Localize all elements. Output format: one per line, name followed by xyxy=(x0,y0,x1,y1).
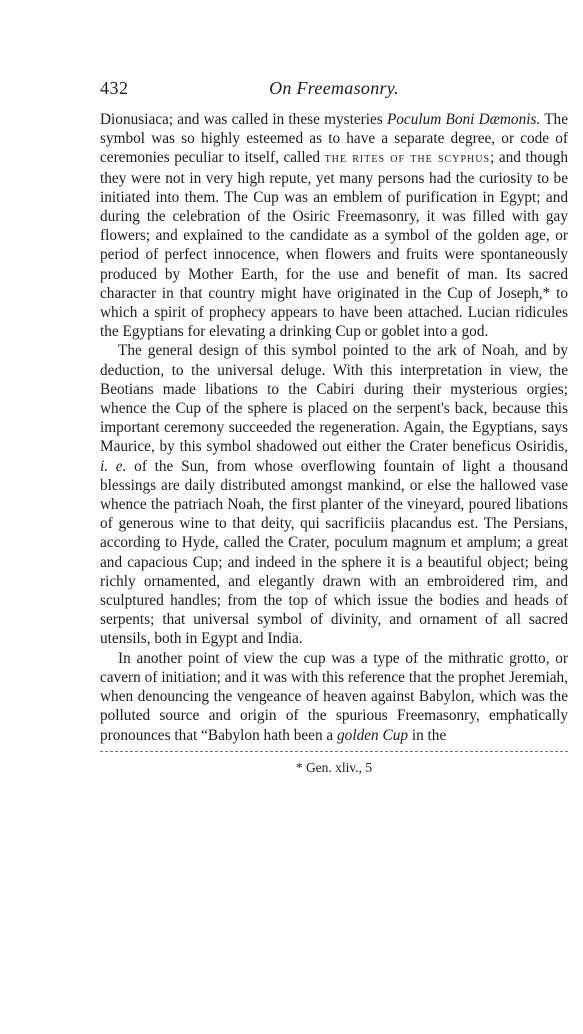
rites-of-scyphus: the rites of the scyphus xyxy=(324,151,491,167)
paragraph-2-text-b: of the Sun, from whose overflowing fountain of light a thousand blessings are daily distributed amongst mankind, or else the hallowed vase whence the patriach Noah, the first planter of the vineyard, poured libations of generous wine to that deity, qui sacrificiis placandus est. The Persians, according to Hyde, called the Crater, poculum magnum et amplum; a great and capacious Cup; and indeed in the sphere it is a beautiful object; being richly ornamented, and elegantly drawn with an embroidered rim, and sculptured handles; from the top of which issue the bodies and heads of serpents; that universal symbol of divinity, and ornament of all sacred utensils, both in Egypt and India. xyxy=(100,457,568,648)
poculum-boni-daemonis: Poculum Boni Dæmonis. xyxy=(386,111,541,128)
paragraph-1-text-b: The symbol was so highly esteemed as to have a separate degree, or code of ceremonies peculiar to itself, called xyxy=(100,111,568,167)
paragraph-3-text-a: In another point of view the cup was a type of the mithratic grotto, or cavern of initiation; and it was with this reference that the prophet Jeremiah, when denouncing the vengeance of heaven against Babylon, which was the polluted source and origin of the spurious Freemasonry, emphatically pronounces that “Babylon hath been a xyxy=(100,649,568,744)
paragraph-3 xyxy=(100,649,568,745)
running-title: On Freemasonry. xyxy=(269,78,399,98)
paragraph-3-text-b: in the xyxy=(408,726,447,744)
body-text xyxy=(100,110,568,745)
paragraph-2-text-a: The general design of this symbol pointed to the ark of Noah, and by deduction, to the universal deluge. With this interpretation in view, the Beotians made libations to the Cabiri during their mysterious orgies; whence the Cup of the sphere is placed on the serpent's back, because this important ceremony succeeded the regeneration. Again, the Egyptians, says Maurice, by this symbol shadowed out either the Crater beneficus Osiridis, xyxy=(100,342,568,456)
paragraph-2 xyxy=(100,341,568,648)
paragraph-1-text-a: Dionusiaca; and was called in these mysteries xyxy=(100,111,387,128)
page-number: 432 xyxy=(100,78,129,98)
footnote-divider xyxy=(100,751,568,752)
book-page xyxy=(100,78,568,776)
golden-cup: golden Cup xyxy=(337,726,408,744)
footnote: * Gen. xliv., 5 xyxy=(295,759,373,775)
id-est: i. e. xyxy=(100,457,127,475)
paragraph-1 xyxy=(100,110,568,341)
page-header xyxy=(100,78,568,104)
paragraph-1-text-c: ; and though they were not in very high repute, yet many persons had the curiosity to be initiated into them. The Cup was an emblem of purification in Egypt; and during the celebration of the Osiric Freemasonry, it was filled with gay flowers; and explained to the candidate as a symbol of the golden age, or period of perfect innocence, when flowers and fruits were spontaneously produced by Mother Earth, for the use and benefit of man. Its sacred character in that country might have originated in the Cup of Joseph,* to which a spirit of prophecy appears to have been attached. Lucian ridicules the Egyptians for elevating a drinking Cup or goblet into a god. xyxy=(100,149,568,341)
